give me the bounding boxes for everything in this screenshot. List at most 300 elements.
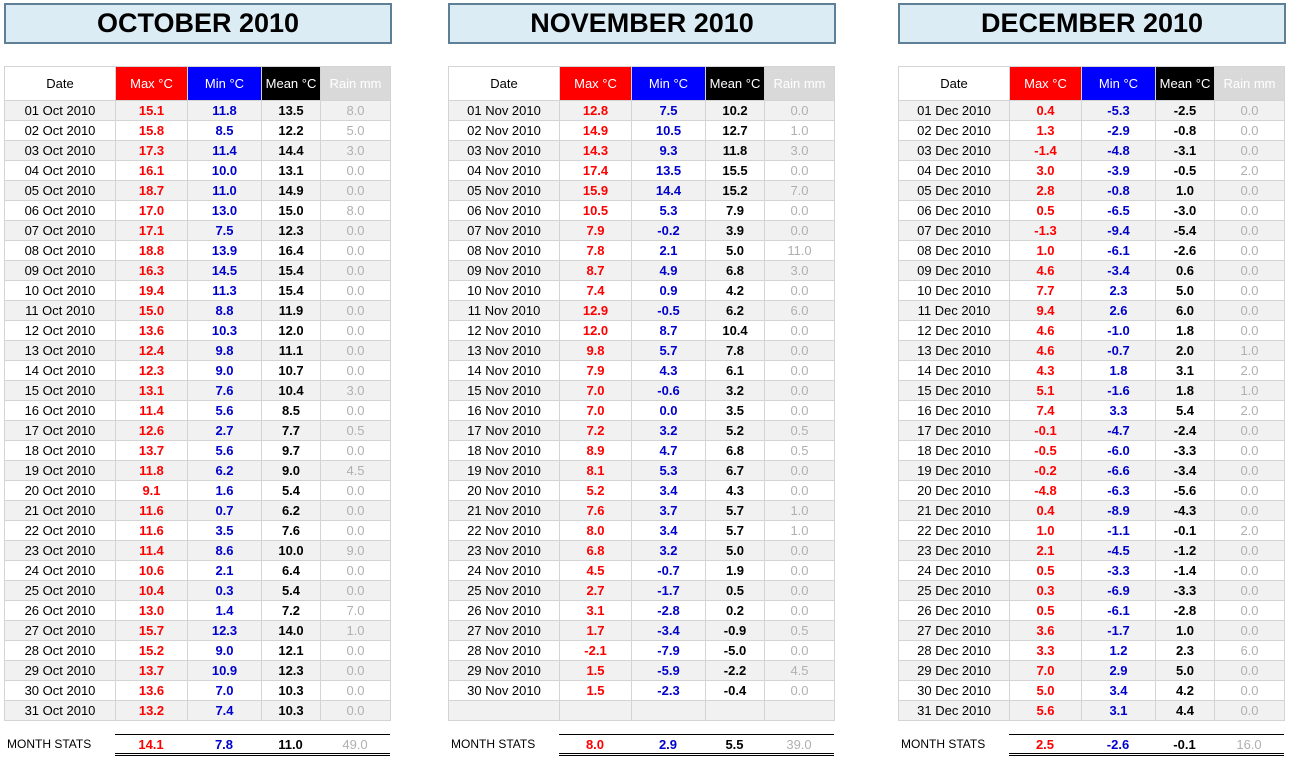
- min-cell[interactable]: -0.5: [632, 301, 706, 321]
- max-cell[interactable]: -2.1: [560, 641, 632, 661]
- mean-cell[interactable]: 7.9: [706, 201, 765, 221]
- min-cell[interactable]: 9.0: [188, 361, 262, 381]
- min-cell[interactable]: -2.9: [1082, 121, 1156, 141]
- rain-cell[interactable]: 2.0: [1215, 401, 1285, 421]
- rain-cell[interactable]: 0.0: [1215, 661, 1285, 681]
- max-cell[interactable]: 3.1: [560, 601, 632, 621]
- min-cell[interactable]: 3.2: [632, 421, 706, 441]
- date-cell[interactable]: 17 Nov 2010: [449, 421, 560, 441]
- rain-cell[interactable]: 0.0: [1215, 141, 1285, 161]
- mean-cell[interactable]: 15.2: [706, 181, 765, 201]
- max-cell[interactable]: 0.5: [1010, 561, 1082, 581]
- max-cell[interactable]: 17.3: [116, 141, 188, 161]
- min-cell[interactable]: 1.2: [1082, 641, 1156, 661]
- date-cell[interactable]: 29 Oct 2010: [5, 661, 116, 681]
- date-cell[interactable]: 21 Oct 2010: [5, 501, 116, 521]
- max-cell[interactable]: 8.7: [560, 261, 632, 281]
- date-cell[interactable]: 19 Oct 2010: [5, 461, 116, 481]
- min-cell[interactable]: [632, 701, 706, 721]
- column-header-mean[interactable]: Mean °C: [1156, 67, 1215, 101]
- min-cell[interactable]: 0.7: [188, 501, 262, 521]
- rain-cell[interactable]: 2.0: [1215, 161, 1285, 181]
- mean-cell[interactable]: 4.2: [706, 281, 765, 301]
- max-cell[interactable]: 7.9: [560, 361, 632, 381]
- date-cell[interactable]: 06 Dec 2010: [899, 201, 1010, 221]
- mean-cell[interactable]: 0.6: [1156, 261, 1215, 281]
- min-cell[interactable]: 8.8: [188, 301, 262, 321]
- min-cell[interactable]: 4.7: [632, 441, 706, 461]
- date-cell[interactable]: 20 Nov 2010: [449, 481, 560, 501]
- rain-cell[interactable]: 0.0: [321, 241, 391, 261]
- min-cell[interactable]: 7.0: [188, 681, 262, 701]
- min-cell[interactable]: -5.3: [1082, 101, 1156, 121]
- min-cell[interactable]: 5.6: [188, 401, 262, 421]
- mean-cell[interactable]: 10.3: [262, 701, 321, 721]
- mean-cell[interactable]: 11.9: [262, 301, 321, 321]
- rain-cell[interactable]: 0.0: [765, 561, 835, 581]
- max-cell[interactable]: 6.8: [560, 541, 632, 561]
- rain-cell[interactable]: 0.0: [1215, 301, 1285, 321]
- rain-cell[interactable]: 0.0: [765, 641, 835, 661]
- rain-cell[interactable]: 1.0: [765, 121, 835, 141]
- rain-cell[interactable]: 0.0: [321, 341, 391, 361]
- max-cell[interactable]: 17.0: [116, 201, 188, 221]
- min-cell[interactable]: 2.3: [1082, 281, 1156, 301]
- rain-cell[interactable]: 0.0: [321, 661, 391, 681]
- max-cell[interactable]: 1.7: [560, 621, 632, 641]
- mean-cell[interactable]: -1.4: [1156, 561, 1215, 581]
- min-cell[interactable]: -0.6: [632, 381, 706, 401]
- min-cell[interactable]: 12.3: [188, 621, 262, 641]
- min-cell[interactable]: 2.1: [188, 561, 262, 581]
- max-cell[interactable]: 11.8: [116, 461, 188, 481]
- date-cell[interactable]: 04 Dec 2010: [899, 161, 1010, 181]
- date-cell[interactable]: 22 Dec 2010: [899, 521, 1010, 541]
- rain-cell[interactable]: 0.0: [321, 281, 391, 301]
- date-cell[interactable]: 08 Dec 2010: [899, 241, 1010, 261]
- date-cell[interactable]: 15 Oct 2010: [5, 381, 116, 401]
- date-cell[interactable]: 08 Oct 2010: [5, 241, 116, 261]
- mean-cell[interactable]: 13.1: [262, 161, 321, 181]
- max-cell[interactable]: 10.5: [560, 201, 632, 221]
- mean-cell[interactable]: 1.8: [1156, 321, 1215, 341]
- min-cell[interactable]: 0.9: [632, 281, 706, 301]
- mean-cell[interactable]: 7.2: [262, 601, 321, 621]
- rain-cell[interactable]: 0.0: [1215, 621, 1285, 641]
- min-cell[interactable]: 3.7: [632, 501, 706, 521]
- date-cell[interactable]: 05 Nov 2010: [449, 181, 560, 201]
- max-cell[interactable]: 12.6: [116, 421, 188, 441]
- rain-cell[interactable]: 0.0: [1215, 221, 1285, 241]
- max-cell[interactable]: 13.6: [116, 321, 188, 341]
- rain-cell[interactable]: 0.0: [321, 561, 391, 581]
- mean-cell[interactable]: 7.7: [262, 421, 321, 441]
- date-cell[interactable]: 30 Dec 2010: [899, 681, 1010, 701]
- date-cell[interactable]: 05 Oct 2010: [5, 181, 116, 201]
- date-cell[interactable]: 14 Nov 2010: [449, 361, 560, 381]
- max-cell[interactable]: 18.8: [116, 241, 188, 261]
- date-cell[interactable]: 20 Dec 2010: [899, 481, 1010, 501]
- column-header-rain[interactable]: Rain mm: [1215, 67, 1285, 101]
- rain-cell[interactable]: 0.5: [765, 441, 835, 461]
- min-cell[interactable]: 3.4: [632, 521, 706, 541]
- rain-cell[interactable]: 0.0: [321, 361, 391, 381]
- column-header-min[interactable]: Min °C: [1082, 67, 1156, 101]
- min-cell[interactable]: -3.9: [1082, 161, 1156, 181]
- mean-cell[interactable]: -2.2: [706, 661, 765, 681]
- rain-cell[interactable]: 7.0: [765, 181, 835, 201]
- date-cell[interactable]: 17 Oct 2010: [5, 421, 116, 441]
- rain-cell[interactable]: 0.0: [765, 201, 835, 221]
- rain-cell[interactable]: 7.0: [321, 601, 391, 621]
- date-cell[interactable]: 25 Dec 2010: [899, 581, 1010, 601]
- rain-cell[interactable]: 0.0: [765, 161, 835, 181]
- rain-cell[interactable]: 0.0: [1215, 441, 1285, 461]
- min-cell[interactable]: 2.7: [188, 421, 262, 441]
- mean-cell[interactable]: 5.4: [1156, 401, 1215, 421]
- date-cell[interactable]: 12 Dec 2010: [899, 321, 1010, 341]
- column-header-mean[interactable]: Mean °C: [706, 67, 765, 101]
- rain-cell[interactable]: 2.0: [1215, 361, 1285, 381]
- mean-cell[interactable]: 6.8: [706, 261, 765, 281]
- date-cell[interactable]: 15 Dec 2010: [899, 381, 1010, 401]
- rain-cell[interactable]: 1.0: [1215, 341, 1285, 361]
- max-cell[interactable]: 4.3: [1010, 361, 1082, 381]
- max-cell[interactable]: 13.2: [116, 701, 188, 721]
- max-cell[interactable]: 12.3: [116, 361, 188, 381]
- rain-cell[interactable]: 0.0: [1215, 581, 1285, 601]
- mean-cell[interactable]: 10.2: [706, 101, 765, 121]
- max-cell[interactable]: 12.8: [560, 101, 632, 121]
- mean-cell[interactable]: 6.2: [262, 501, 321, 521]
- rain-cell[interactable]: 0.0: [765, 321, 835, 341]
- max-cell[interactable]: 3.0: [1010, 161, 1082, 181]
- rain-cell[interactable]: 6.0: [1215, 641, 1285, 661]
- min-cell[interactable]: 3.5: [188, 521, 262, 541]
- mean-cell[interactable]: 5.7: [706, 521, 765, 541]
- min-cell[interactable]: -6.0: [1082, 441, 1156, 461]
- date-cell[interactable]: 25 Nov 2010: [449, 581, 560, 601]
- mean-cell[interactable]: 15.5: [706, 161, 765, 181]
- mean-cell[interactable]: 2.3: [1156, 641, 1215, 661]
- max-cell[interactable]: 9.8: [560, 341, 632, 361]
- max-cell[interactable]: [560, 701, 632, 721]
- rain-cell[interactable]: 0.0: [1215, 701, 1285, 721]
- date-cell[interactable]: 20 Oct 2010: [5, 481, 116, 501]
- date-cell[interactable]: 07 Dec 2010: [899, 221, 1010, 241]
- min-cell[interactable]: -6.5: [1082, 201, 1156, 221]
- date-cell[interactable]: 12 Oct 2010: [5, 321, 116, 341]
- min-cell[interactable]: -4.7: [1082, 421, 1156, 441]
- rain-cell[interactable]: 0.0: [765, 221, 835, 241]
- column-header-rain[interactable]: Rain mm: [321, 67, 391, 101]
- rain-cell[interactable]: 0.0: [1215, 481, 1285, 501]
- rain-cell[interactable]: 0.0: [1215, 181, 1285, 201]
- max-cell[interactable]: 12.9: [560, 301, 632, 321]
- date-cell[interactable]: 07 Oct 2010: [5, 221, 116, 241]
- date-cell[interactable]: 22 Oct 2010: [5, 521, 116, 541]
- min-cell[interactable]: 10.0: [188, 161, 262, 181]
- mean-cell[interactable]: 7.6: [262, 521, 321, 541]
- min-cell[interactable]: 11.0: [188, 181, 262, 201]
- max-cell[interactable]: -0.1: [1010, 421, 1082, 441]
- max-cell[interactable]: -0.2: [1010, 461, 1082, 481]
- rain-cell[interactable]: 0.0: [765, 541, 835, 561]
- min-cell[interactable]: 1.4: [188, 601, 262, 621]
- min-cell[interactable]: -1.7: [632, 581, 706, 601]
- date-cell[interactable]: 07 Nov 2010: [449, 221, 560, 241]
- date-cell[interactable]: 30 Nov 2010: [449, 681, 560, 701]
- min-cell[interactable]: 7.5: [632, 101, 706, 121]
- mean-cell[interactable]: 12.2: [262, 121, 321, 141]
- date-cell[interactable]: 17 Dec 2010: [899, 421, 1010, 441]
- mean-cell[interactable]: -3.1: [1156, 141, 1215, 161]
- date-cell[interactable]: 02 Dec 2010: [899, 121, 1010, 141]
- date-cell[interactable]: 10 Nov 2010: [449, 281, 560, 301]
- rain-cell[interactable]: 0.0: [765, 341, 835, 361]
- min-cell[interactable]: 3.1: [1082, 701, 1156, 721]
- max-cell[interactable]: 15.0: [116, 301, 188, 321]
- max-cell[interactable]: 8.1: [560, 461, 632, 481]
- mean-cell[interactable]: -2.4: [1156, 421, 1215, 441]
- min-cell[interactable]: 7.4: [188, 701, 262, 721]
- mean-cell[interactable]: 9.0: [262, 461, 321, 481]
- mean-cell[interactable]: 12.3: [262, 221, 321, 241]
- rain-cell[interactable]: 3.0: [765, 141, 835, 161]
- min-cell[interactable]: -0.2: [632, 221, 706, 241]
- max-cell[interactable]: 11.4: [116, 401, 188, 421]
- rain-cell[interactable]: 0.0: [1215, 601, 1285, 621]
- rain-cell[interactable]: 0.0: [321, 441, 391, 461]
- rain-cell[interactable]: 0.0: [321, 261, 391, 281]
- mean-cell[interactable]: 5.4: [262, 481, 321, 501]
- max-cell[interactable]: 12.4: [116, 341, 188, 361]
- date-cell[interactable]: 31 Oct 2010: [5, 701, 116, 721]
- rain-cell[interactable]: 0.0: [1215, 461, 1285, 481]
- min-cell[interactable]: -1.6: [1082, 381, 1156, 401]
- mean-cell[interactable]: -3.3: [1156, 441, 1215, 461]
- max-cell[interactable]: 15.2: [116, 641, 188, 661]
- min-cell[interactable]: 11.4: [188, 141, 262, 161]
- min-cell[interactable]: 9.3: [632, 141, 706, 161]
- mean-cell[interactable]: 6.0: [1156, 301, 1215, 321]
- max-cell[interactable]: 0.3: [1010, 581, 1082, 601]
- max-cell[interactable]: 7.4: [560, 281, 632, 301]
- min-cell[interactable]: 1.8: [1082, 361, 1156, 381]
- mean-cell[interactable]: 5.2: [706, 421, 765, 441]
- rain-cell[interactable]: 0.0: [321, 321, 391, 341]
- date-cell[interactable]: 03 Dec 2010: [899, 141, 1010, 161]
- column-header-rain[interactable]: Rain mm: [765, 67, 835, 101]
- min-cell[interactable]: -6.1: [1082, 601, 1156, 621]
- column-header-max[interactable]: Max °C: [1010, 67, 1082, 101]
- mean-cell[interactable]: 15.0: [262, 201, 321, 221]
- mean-cell[interactable]: -5.0: [706, 641, 765, 661]
- date-cell[interactable]: 13 Oct 2010: [5, 341, 116, 361]
- max-cell[interactable]: 5.1: [1010, 381, 1082, 401]
- date-cell[interactable]: 14 Oct 2010: [5, 361, 116, 381]
- date-cell[interactable]: 30 Oct 2010: [5, 681, 116, 701]
- max-cell[interactable]: -4.8: [1010, 481, 1082, 501]
- mean-cell[interactable]: 1.0: [1156, 181, 1215, 201]
- max-cell[interactable]: 4.5: [560, 561, 632, 581]
- max-cell[interactable]: 11.4: [116, 541, 188, 561]
- min-cell[interactable]: 5.3: [632, 461, 706, 481]
- rain-cell[interactable]: 3.0: [321, 381, 391, 401]
- date-cell[interactable]: 27 Dec 2010: [899, 621, 1010, 641]
- max-cell[interactable]: 5.2: [560, 481, 632, 501]
- max-cell[interactable]: 4.6: [1010, 321, 1082, 341]
- rain-cell[interactable]: 0.0: [321, 641, 391, 661]
- mean-cell[interactable]: -0.4: [706, 681, 765, 701]
- date-cell[interactable]: 21 Nov 2010: [449, 501, 560, 521]
- rain-cell[interactable]: 0.0: [1215, 281, 1285, 301]
- min-cell[interactable]: -0.7: [1082, 341, 1156, 361]
- min-cell[interactable]: -0.8: [1082, 181, 1156, 201]
- max-cell[interactable]: 10.6: [116, 561, 188, 581]
- min-cell[interactable]: 13.0: [188, 201, 262, 221]
- mean-cell[interactable]: 5.4: [262, 581, 321, 601]
- mean-cell[interactable]: 4.2: [1156, 681, 1215, 701]
- max-cell[interactable]: 18.7: [116, 181, 188, 201]
- date-cell[interactable]: 11 Oct 2010: [5, 301, 116, 321]
- rain-cell[interactable]: 2.0: [1215, 521, 1285, 541]
- mean-cell[interactable]: 5.0: [1156, 281, 1215, 301]
- date-cell[interactable]: 24 Dec 2010: [899, 561, 1010, 581]
- min-cell[interactable]: -8.9: [1082, 501, 1156, 521]
- rain-cell[interactable]: 0.0: [321, 181, 391, 201]
- min-cell[interactable]: -6.9: [1082, 581, 1156, 601]
- mean-cell[interactable]: 15.4: [262, 281, 321, 301]
- rain-cell[interactable]: 9.0: [321, 541, 391, 561]
- date-cell[interactable]: 19 Nov 2010: [449, 461, 560, 481]
- mean-cell[interactable]: 15.4: [262, 261, 321, 281]
- mean-cell[interactable]: 10.7: [262, 361, 321, 381]
- min-cell[interactable]: 3.3: [1082, 401, 1156, 421]
- mean-cell[interactable]: 12.7: [706, 121, 765, 141]
- max-cell[interactable]: 9.1: [116, 481, 188, 501]
- rain-cell[interactable]: 0.5: [765, 421, 835, 441]
- max-cell[interactable]: 15.9: [560, 181, 632, 201]
- rain-cell[interactable]: 0.0: [321, 701, 391, 721]
- mean-cell[interactable]: 0.2: [706, 601, 765, 621]
- min-cell[interactable]: -2.3: [632, 681, 706, 701]
- max-cell[interactable]: 7.0: [560, 381, 632, 401]
- min-cell[interactable]: 0.0: [632, 401, 706, 421]
- min-cell[interactable]: 10.9: [188, 661, 262, 681]
- min-cell[interactable]: -4.5: [1082, 541, 1156, 561]
- rain-cell[interactable]: 0.0: [765, 281, 835, 301]
- max-cell[interactable]: 1.0: [1010, 241, 1082, 261]
- min-cell[interactable]: -1.7: [1082, 621, 1156, 641]
- max-cell[interactable]: 3.3: [1010, 641, 1082, 661]
- mean-cell[interactable]: 14.9: [262, 181, 321, 201]
- mean-cell[interactable]: -3.4: [1156, 461, 1215, 481]
- max-cell[interactable]: 4.6: [1010, 261, 1082, 281]
- date-cell[interactable]: 22 Nov 2010: [449, 521, 560, 541]
- min-cell[interactable]: 7.6: [188, 381, 262, 401]
- max-cell[interactable]: 17.1: [116, 221, 188, 241]
- mean-cell[interactable]: -0.1: [1156, 521, 1215, 541]
- rain-cell[interactable]: 0.0: [765, 601, 835, 621]
- min-cell[interactable]: 7.5: [188, 221, 262, 241]
- min-cell[interactable]: -1.0: [1082, 321, 1156, 341]
- rain-cell[interactable]: 0.0: [321, 401, 391, 421]
- max-cell[interactable]: 8.0: [560, 521, 632, 541]
- mean-cell[interactable]: 1.0: [1156, 621, 1215, 641]
- max-cell[interactable]: 7.4: [1010, 401, 1082, 421]
- date-cell[interactable]: 02 Oct 2010: [5, 121, 116, 141]
- max-cell[interactable]: 0.4: [1010, 101, 1082, 121]
- date-cell[interactable]: 31 Dec 2010: [899, 701, 1010, 721]
- min-cell[interactable]: 4.9: [632, 261, 706, 281]
- mean-cell[interactable]: 8.5: [262, 401, 321, 421]
- mean-cell[interactable]: 1.9: [706, 561, 765, 581]
- date-cell[interactable]: 13 Nov 2010: [449, 341, 560, 361]
- min-cell[interactable]: -3.3: [1082, 561, 1156, 581]
- rain-cell[interactable]: 8.0: [321, 101, 391, 121]
- max-cell[interactable]: 11.6: [116, 501, 188, 521]
- mean-cell[interactable]: 11.8: [706, 141, 765, 161]
- min-cell[interactable]: -6.1: [1082, 241, 1156, 261]
- rain-cell[interactable]: 0.5: [321, 421, 391, 441]
- mean-cell[interactable]: 6.7: [706, 461, 765, 481]
- rain-cell[interactable]: [765, 701, 835, 721]
- mean-cell[interactable]: 5.7: [706, 501, 765, 521]
- date-cell[interactable]: 13 Dec 2010: [899, 341, 1010, 361]
- date-cell[interactable]: 11 Nov 2010: [449, 301, 560, 321]
- min-cell[interactable]: -0.7: [632, 561, 706, 581]
- mean-cell[interactable]: 5.0: [1156, 661, 1215, 681]
- rain-cell[interactable]: 4.5: [321, 461, 391, 481]
- min-cell[interactable]: 14.5: [188, 261, 262, 281]
- min-cell[interactable]: -3.4: [1082, 261, 1156, 281]
- date-cell[interactable]: 23 Nov 2010: [449, 541, 560, 561]
- mean-cell[interactable]: 4.4: [1156, 701, 1215, 721]
- date-cell[interactable]: 28 Oct 2010: [5, 641, 116, 661]
- rain-cell[interactable]: 5.0: [321, 121, 391, 141]
- max-cell[interactable]: 7.0: [560, 401, 632, 421]
- mean-cell[interactable]: -0.9: [706, 621, 765, 641]
- rain-cell[interactable]: 0.0: [1215, 541, 1285, 561]
- min-cell[interactable]: 9.8: [188, 341, 262, 361]
- min-cell[interactable]: 3.4: [1082, 681, 1156, 701]
- min-cell[interactable]: 0.3: [188, 581, 262, 601]
- date-cell[interactable]: 21 Dec 2010: [899, 501, 1010, 521]
- max-cell[interactable]: 5.6: [1010, 701, 1082, 721]
- max-cell[interactable]: 0.4: [1010, 501, 1082, 521]
- rain-cell[interactable]: 0.0: [1215, 561, 1285, 581]
- max-cell[interactable]: 12.0: [560, 321, 632, 341]
- min-cell[interactable]: -3.4: [632, 621, 706, 641]
- max-cell[interactable]: 14.9: [560, 121, 632, 141]
- mean-cell[interactable]: 11.1: [262, 341, 321, 361]
- mean-cell[interactable]: 3.9: [706, 221, 765, 241]
- mean-cell[interactable]: -3.0: [1156, 201, 1215, 221]
- date-cell[interactable]: 03 Oct 2010: [5, 141, 116, 161]
- date-cell[interactable]: 28 Nov 2010: [449, 641, 560, 661]
- rain-cell[interactable]: 0.0: [321, 521, 391, 541]
- mean-cell[interactable]: 10.0: [262, 541, 321, 561]
- max-cell[interactable]: 0.5: [1010, 201, 1082, 221]
- min-cell[interactable]: 5.6: [188, 441, 262, 461]
- rain-cell[interactable]: 0.0: [321, 501, 391, 521]
- rain-cell[interactable]: 0.0: [765, 361, 835, 381]
- date-cell[interactable]: 10 Oct 2010: [5, 281, 116, 301]
- date-cell[interactable]: 29 Nov 2010: [449, 661, 560, 681]
- mean-cell[interactable]: 0.5: [706, 581, 765, 601]
- mean-cell[interactable]: -3.3: [1156, 581, 1215, 601]
